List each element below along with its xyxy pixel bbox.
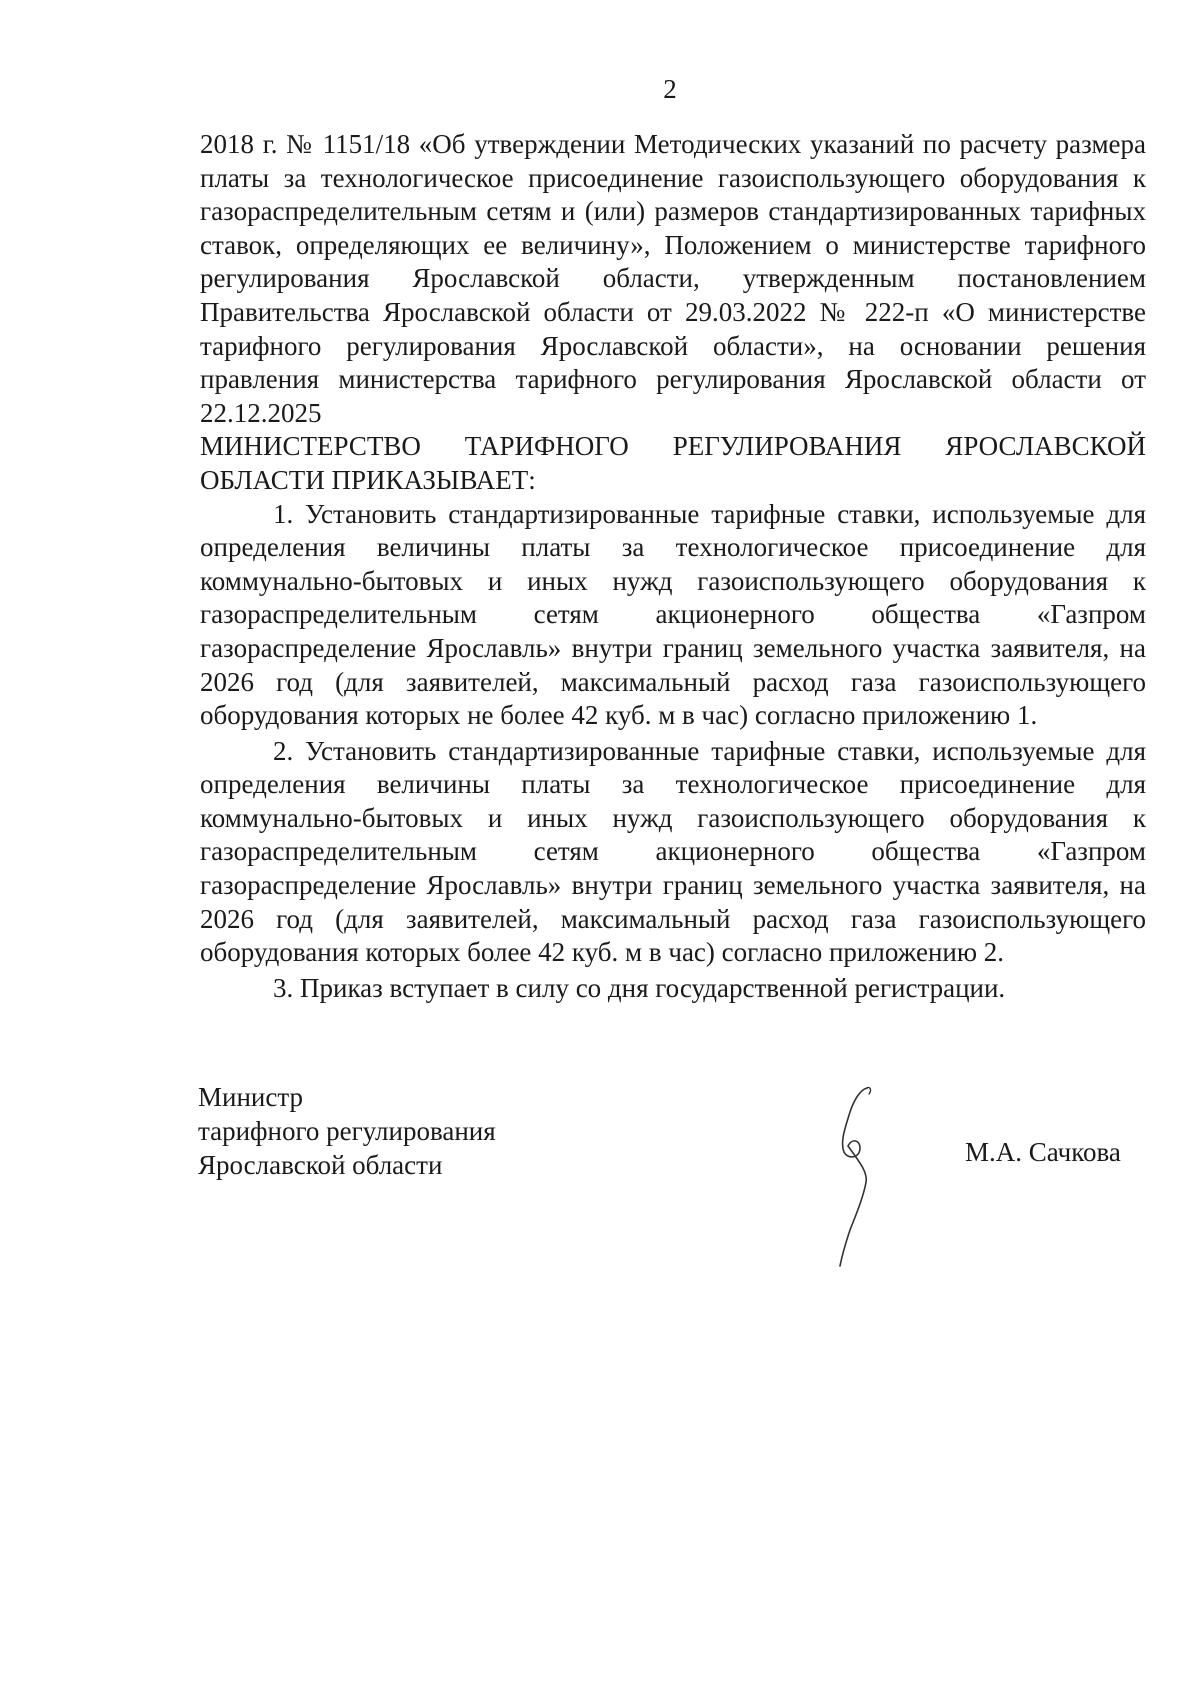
signatory-position xyxy=(198,1080,496,1182)
handwritten-signature xyxy=(820,1080,900,1270)
signer-name: М.А. Сачкова xyxy=(965,1137,1121,1167)
position-line-2: тарифного регулирования xyxy=(198,1116,496,1146)
order-item-2: 2. Установить стандартизированные тарифные ставки, используемые для определения величины платы за технологическое присоединение для коммунально-бытовых и иных нужд газоиспользующего оборудования к газораспределительным сетям акционерного общества «Газпром газораспределение Ярославль» внутри границ земельного участка заявителя, на 2026 год (для заявителей, максимальный расход газа газоиспользующего оборудования которых более 42 куб. м в час) согласно приложению 2. xyxy=(200,735,1146,968)
position-line-1: Министр xyxy=(198,1082,303,1112)
preamble-paragraph: 2018 г. № 1151/18 «Об утверждении Методических указаний по расчету размера платы за технологическое присоединение газоиспользующего оборудования к газораспределительным сетям и (или) размеров стандартизированных тарифных ставок, определяющих ее величину», Положением о министерстве тарифного регулирования Ярославской области, утвержденным постановлением Правительства Ярославской области от 29.03.2022 № 222-п «О министерстве тарифного регулирования Ярославской области», на основании решения правления министерства тарифного регулирования Ярославской области от 22.12.2025 xyxy=(200,129,1146,428)
page-number: 2 xyxy=(663,74,677,104)
order-heading: МИНИСТЕРСТВО ТАРИФНОГО РЕГУЛИРОВАНИЯ ЯРОСЛАВСКОЙ ОБЛАСТИ ПРИКАЗЫВАЕТ: xyxy=(200,431,1146,495)
position-line-3: Ярославской области xyxy=(198,1150,443,1180)
order-item-1: 1. Установить стандартизированные тарифные ставки, используемые для определения величины платы за технологическое присоединение для коммунально-бытовых и иных нужд газоиспользующего оборудования к газораспределительным сетям акционерного общества «Газпром газораспределение Ярославль» внутри границ земельного участка заявителя, на 2026 год (для заявителей, максимальный расход газа газоиспользующего оборудования которых не более 42 куб. м в час) согласно приложению 1. xyxy=(200,498,1146,731)
order-item-3: 3. Приказ вступает в силу со дня государственной регистрации. xyxy=(273,972,1006,1003)
document-body xyxy=(200,128,1146,1005)
